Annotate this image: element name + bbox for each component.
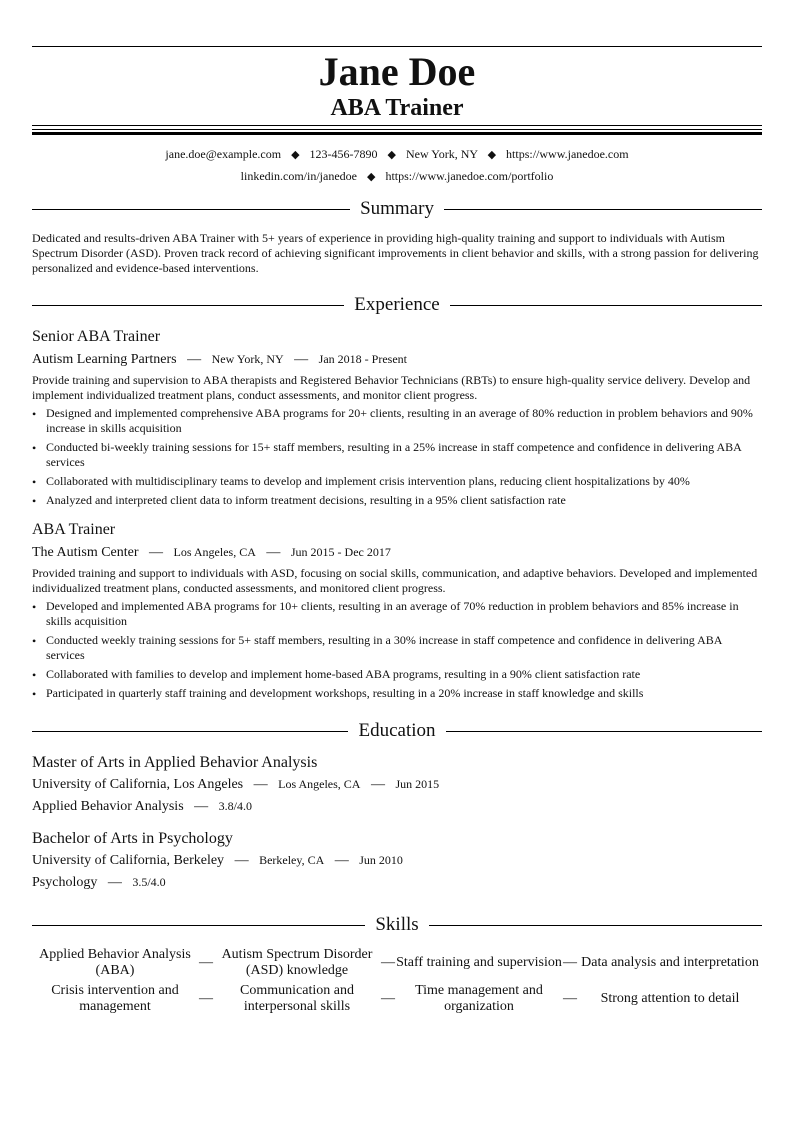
- dash-separator: —: [294, 352, 309, 367]
- edu-location: Los Angeles, CA: [278, 777, 361, 791]
- job-title: Senior ABA Trainer: [32, 328, 161, 345]
- job-description: Provided training and support to individuals with ASD, focusing on social skills, communication, and adaptive behaviors. Developed and implemented individualized treatment plans, conducted assessments, and monitored client progress.: [32, 566, 758, 595]
- edu-gpa: 3.8/4.0: [218, 799, 252, 813]
- dash-separator: —: [381, 955, 395, 970]
- dash-separator: —: [199, 955, 213, 970]
- section-title: Education: [358, 720, 436, 741]
- job-dates: Jan 2018 - Present: [318, 352, 407, 366]
- edu-degree: Bachelor of Arts in Psychology: [32, 830, 233, 847]
- skill-item: Autism Spectrum Disorder (ASD) knowledge: [221, 947, 373, 978]
- header-rule: [32, 125, 762, 135]
- job-company: Autism Learning Partners: [32, 352, 177, 367]
- skill-item: Strong attention to detail: [600, 991, 740, 1006]
- job-meta: [32, 542, 762, 563]
- job-entry: [32, 327, 762, 508]
- job-bullets: [32, 406, 762, 508]
- skill-item: Crisis intervention and management: [51, 983, 179, 1014]
- job-dates: Jun 2015 - Dec 2017: [290, 545, 391, 559]
- education-section-header: [32, 719, 762, 743]
- contact-email[interactable]: jane.doe@example.com: [165, 147, 282, 161]
- skill-item: Time management and organization: [415, 983, 543, 1014]
- candidate-name: Jane Doe: [318, 49, 476, 94]
- skill-item: Communication and interpersonal skills: [240, 983, 354, 1014]
- job-title: ABA Trainer: [32, 521, 116, 538]
- resume-page: [32, 46, 762, 1015]
- bullet-icon: •: [32, 687, 37, 701]
- diamond-separator-icon: ◆: [387, 149, 397, 161]
- diamond-separator-icon: ◆: [291, 149, 300, 161]
- edu-location: Berkeley, CA: [259, 853, 325, 867]
- list-item: • Collaborated with multidisciplinary teams to develop and implement crisis intervention plans, reducing client hospitalizations by 40%: [32, 474, 690, 489]
- summary-section-header: [32, 197, 762, 221]
- edu-school-line: [32, 774, 762, 795]
- skill-item: Data analysis and interpretation: [581, 955, 759, 970]
- job-company: The Autism Center: [32, 545, 139, 560]
- contact-linkedin[interactable]: linkedin.com/in/janedoe: [240, 169, 357, 183]
- edu-school: University of California, Los Angeles: [32, 777, 244, 792]
- edu-degree: Master of Arts in Applied Behavior Analysis: [32, 754, 318, 771]
- candidate-title: ABA Trainer: [330, 95, 464, 121]
- bullet-icon: •: [32, 475, 37, 489]
- dash-separator: —: [563, 991, 577, 1006]
- dash-separator: —: [107, 875, 122, 890]
- edu-school: University of California, Berkeley: [32, 853, 225, 868]
- job-location: New York, NY: [211, 352, 284, 366]
- edu-date: Jun 2015: [395, 777, 440, 791]
- list-item: • Collaborated with families to develop and implement home-based ABA programs, resulting in a 90% client satisfaction rate: [32, 667, 641, 682]
- contact-portfolio[interactable]: https://www.janedoe.com/portfolio: [385, 169, 554, 183]
- job-description: Provide training and supervision to ABA therapists and Registered Behavior Technicians (RBTs) to ensure high-quality service delivery. Develop and implement individualized treatment plans, conduct assessments, and monitor client progress.: [32, 373, 751, 402]
- skills-section-header: [32, 913, 762, 937]
- edu-school-line: [32, 850, 762, 871]
- diamond-separator-icon: ◆: [487, 149, 497, 161]
- dash-separator: —: [381, 991, 395, 1006]
- bullet-icon: •: [32, 407, 37, 421]
- bullet-icon: •: [32, 634, 37, 648]
- edu-field: Applied Behavior Analysis: [32, 799, 184, 814]
- job-bullets: [32, 599, 762, 701]
- bullet-icon: •: [32, 494, 37, 508]
- job-location: Los Angeles, CA: [173, 545, 256, 559]
- dash-separator: —: [334, 853, 349, 868]
- bullet-icon: •: [32, 600, 37, 614]
- skill-item: Applied Behavior Analysis (ABA): [39, 947, 191, 978]
- job-entry: [32, 520, 762, 701]
- job-meta: [32, 349, 762, 370]
- edu-date: Jun 2010: [359, 853, 403, 867]
- dash-separator: —: [194, 799, 209, 814]
- dash-separator: —: [370, 777, 385, 792]
- list-item: • Developed and implemented ABA programs for 10+ clients, resulting in an average of 70% reduction in problem behaviors and 85% increase in skills acquisition: [32, 599, 739, 628]
- list-item: • Conducted weekly training sessions for 5+ staff members, resulting in a 30% increase in staff competence and confidence in delivering ABA services: [32, 633, 722, 662]
- edu-field-line: [32, 796, 762, 817]
- education-entry: [32, 753, 762, 817]
- dash-separator: —: [149, 545, 164, 560]
- contact-phone[interactable]: 123-456-7890: [309, 147, 378, 161]
- contact-location: New York, NY: [406, 147, 478, 161]
- list-item: • Participated in quarterly staff training and development workshops, resulting in a 20% increase in staff knowledge and skills: [32, 686, 644, 701]
- list-item: • Conducted bi-weekly training sessions for 15+ staff members, resulting in a 25% increase in staff competence and confidence in delivering ABA services: [32, 440, 742, 469]
- bullet-icon: •: [32, 441, 37, 455]
- contact-website[interactable]: https://www.janedoe.com: [506, 147, 629, 161]
- list-item: • Analyzed and interpreted client data to inform treatment decisions, resulting in a 95% client satisfaction rate: [32, 493, 566, 508]
- diamond-separator-icon: ◆: [366, 171, 376, 183]
- contact-line-2: [32, 166, 762, 188]
- edu-field-line: [32, 872, 762, 893]
- skill-item: Staff training and supervision: [396, 955, 562, 970]
- section-title: Summary: [360, 198, 434, 219]
- edu-field: Psychology: [32, 875, 98, 890]
- experience-section-header: [32, 293, 762, 317]
- dash-separator: —: [253, 777, 268, 792]
- edu-gpa: 3.5/4.0: [132, 875, 166, 889]
- dash-separator: —: [266, 545, 281, 560]
- summary-text: Dedicated and results-driven ABA Trainer with 5+ years of experience in providing high-quality training and support to individuals with Autism Spectrum Disorder (ASD). Proven track record of achieving significant improvements in client behavior and skills, with a strong passion for delivering personalized and evidence-based interventions.: [32, 231, 759, 275]
- contact-info: [32, 144, 762, 188]
- dash-separator: —: [234, 853, 249, 868]
- skills-grid: [32, 947, 762, 1015]
- top-rule: [32, 46, 762, 47]
- contact-line-1: [32, 144, 762, 166]
- bullet-icon: •: [32, 668, 37, 682]
- dash-separator: —: [187, 352, 202, 367]
- list-item: • Designed and implemented comprehensive ABA programs for 20+ clients, resulting in an average of 80% reduction in problem behaviors and 90% increase in skills acquisition: [32, 406, 753, 435]
- section-title: Experience: [354, 294, 440, 315]
- dash-separator: —: [199, 991, 213, 1006]
- education-entry: [32, 829, 762, 893]
- dash-separator: —: [563, 955, 577, 970]
- section-title: Skills: [375, 914, 419, 935]
